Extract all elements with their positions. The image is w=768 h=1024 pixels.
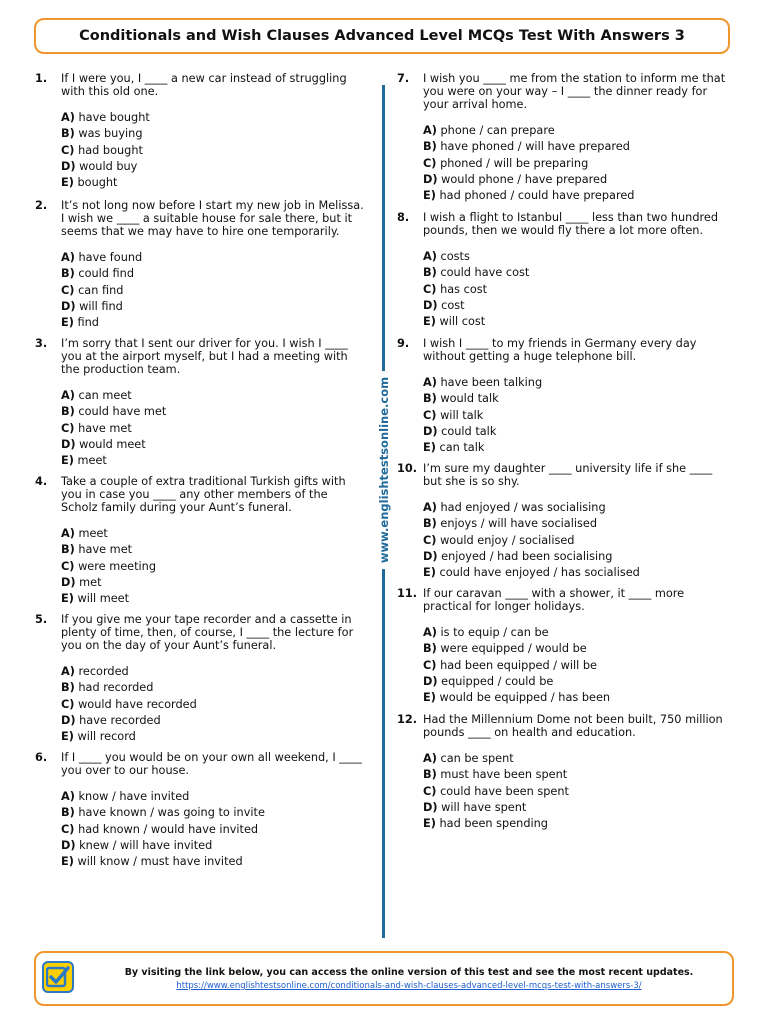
question-number: 11. <box>397 587 418 600</box>
watermark: www.englishtestsonline.com <box>374 371 394 569</box>
option-d[interactable]: D) knew / will have invited <box>61 838 213 852</box>
option-a[interactable]: A) recorded <box>61 665 129 678</box>
question-number: 10. <box>397 462 418 475</box>
option-c[interactable]: C) would have recorded <box>61 697 197 711</box>
option-a[interactable]: A) costs <box>423 250 470 263</box>
option-a[interactable]: A) have been talking <box>423 376 543 389</box>
options-list <box>61 664 353 745</box>
option-d[interactable]: D) would meet <box>61 437 146 451</box>
question-8 <box>397 211 718 330</box>
title-box <box>34 18 730 54</box>
option-b[interactable]: B) would talk <box>423 392 499 406</box>
question-4 <box>35 475 346 607</box>
option-a[interactable]: A) have found <box>61 251 143 264</box>
question-text: If you give me your tape recorder and a cassette in plenty of time, then, of course, I ____ the lecture for you on the day of your Aunt’s funeral. <box>61 613 354 652</box>
question-text: Take a couple of extra traditional Turkish gifts with you in case you ____ any other members of the Scholz family during your Aunt’s funeral. <box>61 475 346 514</box>
option-d[interactable]: D) cost <box>423 298 465 312</box>
option-d[interactable]: D) will have spent <box>423 800 527 814</box>
option-e[interactable]: E) will cost <box>423 315 486 329</box>
question-6 <box>35 751 362 870</box>
option-c[interactable]: C) were meeting <box>61 559 156 573</box>
option-d[interactable]: D) will find <box>61 299 123 313</box>
option-e[interactable]: E) could have enjoyed / has socialised <box>423 566 640 580</box>
option-e[interactable]: E) find <box>61 316 99 330</box>
question-number: 8. <box>397 211 410 224</box>
options-list <box>423 249 718 330</box>
options-list <box>61 110 347 191</box>
question-number: 9. <box>397 337 410 350</box>
option-e[interactable]: E) meet <box>61 454 107 468</box>
checkmark-logo-icon <box>42 961 74 993</box>
option-a[interactable]: A) have bought <box>61 111 150 124</box>
option-b[interactable]: B) have met <box>61 543 133 557</box>
option-e[interactable]: E) had been spending <box>423 817 548 831</box>
option-b[interactable]: B) have known / was going to invite <box>61 806 265 820</box>
question-text: Had the Millennium Dome not been built, 750 million pounds ____ on health and education. <box>423 713 723 739</box>
question-number: 2. <box>35 199 48 212</box>
option-c[interactable]: C) has cost <box>423 282 488 296</box>
options-list <box>61 789 362 870</box>
option-b[interactable]: B) could have cost <box>423 266 530 280</box>
option-a[interactable]: A) had enjoyed / was socialising <box>423 501 606 514</box>
option-e[interactable]: E) will record <box>61 730 136 744</box>
options-list <box>61 526 346 607</box>
question-2 <box>35 199 364 331</box>
option-b[interactable]: B) had recorded <box>61 681 154 695</box>
option-e[interactable]: E) will know / must have invited <box>61 855 243 869</box>
option-d[interactable]: D) would phone / have prepared <box>423 172 608 186</box>
option-a[interactable]: A) phone / can prepare <box>423 124 555 137</box>
option-b[interactable]: B) could find <box>61 267 135 281</box>
options-list <box>423 751 723 832</box>
question-number: 5. <box>35 613 48 626</box>
question-text: If I ____ you would be on your own all weekend, I ____ you over to our house. <box>61 751 362 777</box>
question-7 <box>397 72 725 204</box>
question-11 <box>397 587 684 706</box>
option-e[interactable]: E) bought <box>61 176 118 190</box>
option-d[interactable]: D) could talk <box>423 424 497 438</box>
options-list <box>423 375 696 456</box>
option-d[interactable]: D) would buy <box>61 159 138 173</box>
option-e[interactable]: E) can talk <box>423 441 485 455</box>
option-a[interactable]: A) meet <box>61 527 108 540</box>
option-c[interactable]: C) will talk <box>423 408 484 422</box>
options-list <box>61 250 364 331</box>
option-a[interactable]: A) can meet <box>61 389 132 402</box>
option-b[interactable]: B) were equipped / would be <box>423 642 587 656</box>
question-5 <box>35 613 353 745</box>
question-text: It’s not long now before I start my new job in Melissa. I wish we ____ a suitable house for sale there, but it seems that we may have to hire one temporarily. <box>61 199 364 238</box>
option-d[interactable]: D) have recorded <box>61 713 161 727</box>
page-title: Conditionals and Wish Clauses Advanced Level MCQs Test With Answers 3 <box>79 28 685 44</box>
question-number: 3. <box>35 337 48 350</box>
question-3 <box>35 337 348 469</box>
footer-box <box>34 951 734 1006</box>
question-number: 1. <box>35 72 48 85</box>
question-text: I’m sure my daughter ____ university life if she ____ but she is so shy. <box>423 462 713 488</box>
option-a[interactable]: A) know / have invited <box>61 790 190 803</box>
question-text: I wish you ____ me from the station to inform me that you were on your way – I ____ the dinner ready for your arrival home. <box>423 72 726 111</box>
option-d[interactable]: D) enjoyed / had been socialising <box>423 549 613 563</box>
options-list <box>423 625 684 706</box>
option-c[interactable]: C) can find <box>61 283 124 297</box>
question-text: I wish a flight to Istanbul ____ less than two hundred pounds, then we would fly there a lot more often. <box>423 211 719 237</box>
footer-text: By visiting the link below, you can access the online version of this test and see the most recent updates. <box>124 967 694 978</box>
option-a[interactable]: A) is to equip / can be <box>423 626 549 639</box>
option-c[interactable]: C) would enjoy / socialised <box>423 533 575 547</box>
question-10 <box>397 462 712 581</box>
option-b[interactable]: B) have phoned / will have prepared <box>423 140 630 154</box>
option-d[interactable]: D) equipped / could be <box>423 674 554 688</box>
options-list <box>61 388 348 469</box>
question-1 <box>35 72 347 191</box>
option-b[interactable]: B) could have met <box>61 405 167 419</box>
option-c[interactable]: C) could have been spent <box>423 784 569 798</box>
footer-link[interactable]: https://www.englishtestsonline.com/conditionals-and-wish-clauses-advanced-level-mcqs-test-with-answers-3/ <box>176 981 642 991</box>
option-c[interactable]: C) had known / would have invited <box>61 822 259 836</box>
question-text: If our caravan ____ with a shower, it ____ more practical for longer holidays. <box>423 587 685 613</box>
option-d[interactable]: D) met <box>61 575 102 589</box>
option-e[interactable]: E) will meet <box>61 592 130 606</box>
question-number: 12. <box>397 713 418 726</box>
question-text: If I were you, I ____ a new car instead of struggling with this old one. <box>61 72 347 98</box>
question-number: 7. <box>397 72 410 85</box>
option-a[interactable]: A) can be spent <box>423 752 514 765</box>
question-number: 6. <box>35 751 48 764</box>
options-list <box>423 123 725 204</box>
option-e[interactable]: E) would be equipped / has been <box>423 691 611 705</box>
question-text: I’m sorry that I sent our driver for you. I wish I ____ you at the airport myself, but I had a meeting with the production team. <box>61 337 348 376</box>
option-b[interactable]: B) enjoys / will have socialised <box>423 517 598 531</box>
option-c[interactable]: C) phoned / will be preparing <box>423 156 589 170</box>
option-c[interactable]: C) have met <box>61 421 132 435</box>
question-text: I wish I ____ to my friends in Germany every day without getting a huge telephone bill. <box>423 337 697 363</box>
question-number: 4. <box>35 475 48 488</box>
question-9 <box>397 337 696 456</box>
options-list <box>423 500 712 581</box>
option-e[interactable]: E) had phoned / could have prepared <box>423 189 635 203</box>
option-b[interactable]: B) must have been spent <box>423 768 568 782</box>
option-c[interactable]: C) had bought <box>61 143 143 157</box>
option-c[interactable]: C) had been equipped / will be <box>423 658 597 672</box>
option-b[interactable]: B) was buying <box>61 127 143 141</box>
question-12 <box>397 713 723 832</box>
